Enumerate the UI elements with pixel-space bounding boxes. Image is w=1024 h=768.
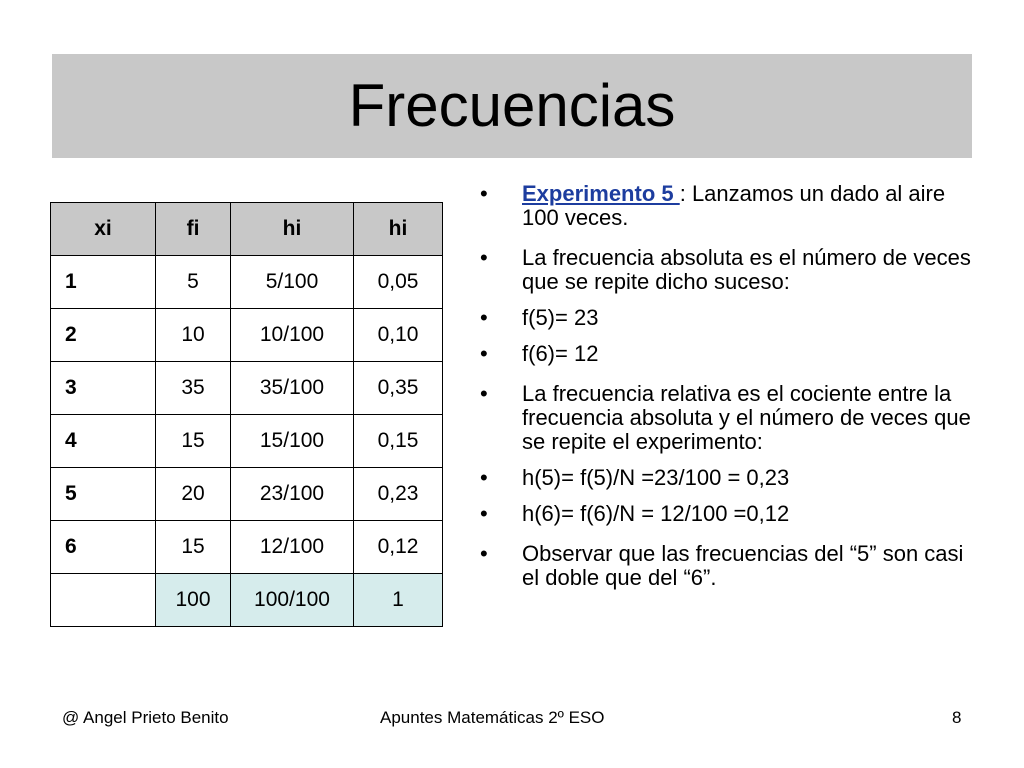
table-header-row [51, 203, 443, 256]
cell-xi: 4 [51, 415, 156, 468]
cell-xi: 5 [51, 468, 156, 521]
footer-course: Apuntes Matemáticas 2º ESO [380, 708, 605, 727]
cell-hi-decimal: 0,23 [354, 468, 443, 521]
frequency-table [50, 202, 443, 627]
bullet-list [474, 182, 974, 590]
table-row [51, 362, 443, 415]
cell-hi-fraction: 10/100 [231, 309, 354, 362]
cell-fi: 15 [156, 415, 231, 468]
bullet-observation: • Observar que las frecuencias del “5” son casi el doble que del “6”. [474, 542, 974, 590]
header-hi-decimal: hi [354, 203, 443, 256]
cell-hi-decimal: 0,10 [354, 309, 443, 362]
table-row [51, 415, 443, 468]
header-hi-fraction: hi [231, 203, 354, 256]
cell-hi-fraction: 23/100 [231, 468, 354, 521]
cell-hi-fraction: 35/100 [231, 362, 354, 415]
cell-total-hi-fraction: 100/100 [231, 574, 354, 627]
cell-xi: 6 [51, 521, 156, 574]
bullet-h6: • h(6)= f(6)/N = 12/100 =0,12 [474, 502, 974, 526]
cell-fi: 35 [156, 362, 231, 415]
footer-page-number: 8 [952, 708, 962, 727]
cell-total-empty [51, 574, 156, 627]
cell-xi: 1 [51, 256, 156, 309]
cell-total-fi: 100 [156, 574, 231, 627]
cell-fi: 20 [156, 468, 231, 521]
title-bar [52, 54, 972, 158]
cell-fi: 5 [156, 256, 231, 309]
cell-hi-decimal: 0,12 [354, 521, 443, 574]
table-row [51, 521, 443, 574]
experiment-text: : Lanzamos un dado al aire 100 veces. [522, 181, 946, 230]
footer-author: @ Angel Prieto Benito [62, 708, 229, 727]
cell-fi: 10 [156, 309, 231, 362]
bullet-h5: • h(5)= f(5)/N =23/100 = 0,23 [474, 466, 974, 490]
cell-xi: 2 [51, 309, 156, 362]
bullet-absolute-frequency: • La frecuencia absoluta es el número de veces que se repite dicho suceso: [474, 246, 974, 294]
cell-xi: 3 [51, 362, 156, 415]
table-row [51, 468, 443, 521]
bullet-f5: • f(5)= 23 [474, 306, 974, 330]
cell-hi-fraction: 15/100 [231, 415, 354, 468]
table-row [51, 256, 443, 309]
slide-title: Frecuencias [348, 72, 676, 139]
experiment-link[interactable]: Experimento 5 [522, 181, 680, 206]
cell-hi-decimal: 0,05 [354, 256, 443, 309]
cell-fi: 15 [156, 521, 231, 574]
cell-hi-decimal: 0,35 [354, 362, 443, 415]
bullet-relative-frequency: • La frecuencia relativa es el cociente entre la frecuencia absoluta y el número de veces que se repite el experimento: [474, 382, 974, 454]
header-xi: xi [51, 203, 156, 256]
cell-total-hi-decimal: 1 [354, 574, 443, 627]
bullet-f6: • f(6)= 12 [474, 342, 974, 366]
cell-hi-decimal: 0,15 [354, 415, 443, 468]
header-fi: fi [156, 203, 231, 256]
cell-hi-fraction: 12/100 [231, 521, 354, 574]
table-row [51, 309, 443, 362]
table-total-row [51, 574, 443, 627]
bullet-experiment [474, 182, 974, 230]
cell-hi-fraction: 5/100 [231, 256, 354, 309]
